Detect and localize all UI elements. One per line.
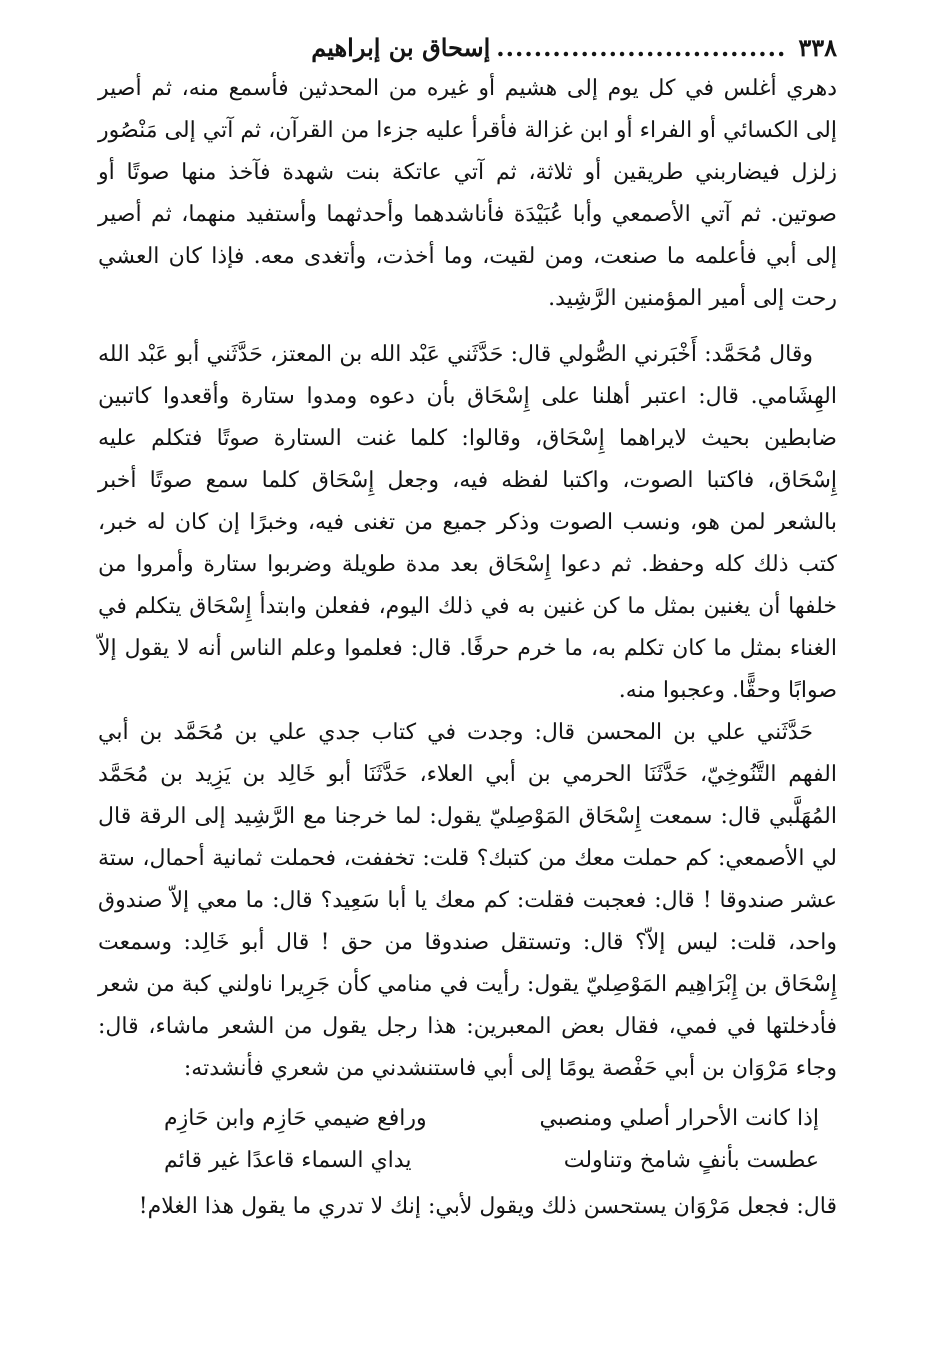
verse-line: [98, 1140, 837, 1182]
paragraph-1: دهري أغلس في كل يوم إلى هشيم أو غيره من المحدثين فأسمع منه، ثم أصير إلى الكسائي أو الفراء أو ابن غزالة فأقرأ عليه جزءا من القرآن، ثم آتي إلى مَنْصُور زلزل فيضاربني طريقين أو ثلاثة، ثم آتي عاتكة بنت شهدة فآخذ منها صوتًا أو صوتين. ثم آتي الأصمعي وأبا عُبَيْدَة فأناشدهما وأحدثهما وأستفيد منهما، ثم أصير إلى أبي فأعلمه ما صنعت، ومن لقيت، وما أخذت، وأتغدى معه. فإذا كان العشي رحت إلى أمير المؤمنين الرَّشِيد.: [98, 76, 837, 311]
verse-first-hemistich: عطست بأنفٍ شامخ وتناولت: [563, 1148, 819, 1173]
closing-paragraph: قال: فجعل مَرْوَان يستحسن ذلك ويقول لأبي: إنك لا تدري ما يقول هذا الغلام!: [138, 1194, 837, 1219]
verse-second-hemistich: يداي السماء قاعدًا غير قائم: [164, 1148, 412, 1173]
verse-first-hemistich: إذا كانت الأحرار أصلي ومنصبي: [539, 1106, 819, 1131]
running-title: إسحاق بن إبراهيم: [311, 33, 491, 62]
paragraph-3: حَدَّثَني علي بن المحسن قال: وجدت في كتاب جدي علي بن مُحَمَّد بن أبي الفهم التَّنُوخِيّ، حَدَّثَنَا الحرمي بن أبي العلاء، حَدَّثَنَا أبو خَالِد بن يَزِيد بن مُحَمَّد المُهَلَّبي قال: سمعت إِسْحَاق المَوْصِليّ يقول: لما خرجنا مع الرَّشِيد إلى الرقة قال لي الأصمعي: كم حملت معك من كتبك؟ قلت: تخففت، فحملت ثمانية أحمال، ستة عشر صندوقا ! قال: فعجبت فقلت: كم معك يا أبا سَعِيد؟ قال: ما معي إلاّ صندوق واحد، قلت: ليس إلاّ؟ قال: وتستقل صندوقا من حق ! قال أبو خَالِد: وسمعت إِسْحَاق بن إِبْرَاهِيم المَوْصِليّ يقول: رأيت في منامي كأن جَرِيرا ناولني كبة من شعر فأدخلتها في فمي، فقال بعض المعبرين: هذا رجل يقول من الشعر ماشاء، قال: وجاء مَرْوَان بن أبي حَفْصة يومًا إلى أبي فاستنشدني من شعري فأنشدته:: [98, 720, 837, 1081]
paragraph-gap: [98, 320, 837, 334]
dotted-leader: ...............................: [496, 33, 787, 62]
page-header: [98, 28, 837, 68]
paragraph-2: وقال مُحَمَّد: أَخْبَرني الصُّولي قال: حَدَّثَني عَبْد الله بن المعتز، حَدَّثَني أبو عَبْد الله الهِشَامي. قال: اعتبر أهلنا على إِسْحَاق بأن دعوه ومدوا ستارة وأقعدوا كاتبين ضابطين بحيث لايراهما إِسْحَاق، وقالوا: كلما غنت الستارة صوتًا فتكلم عليه إِسْحَاق، فاكتبا الصوت، واكتبا لفظه فيه، وجعل إِسْحَاق كلما سمع صوتًا أخبر بالشعر لمن هو، ونسب الصوت وذكر جميع من تغنى فيه، وخبرًا إن كان له خبر، كتب ذلك كله وحفظ. ثم دعوا إِسْحَاق بعد مدة طويلة وضربوا ستارة وأمروا من خلفها أن يغنين بمثل ما كن غنين به في ذلك اليوم، ففعلن وابتدأ إِسْحَاق يتكلم في الغناء بمثل ما كان تكلم به، ما خرم حرفًا. قال: فعلموا وعلم الناس أنه لا يقول إلاّ صوابًا وحقًّا. وعجبوا منه.: [98, 342, 837, 703]
page-number: ٣٣٨: [798, 33, 837, 62]
verse-second-hemistich: ورافع ضيمي حَازِم وابن حَازِم: [164, 1106, 427, 1131]
verse-line: [98, 1098, 837, 1140]
poem-verses: [98, 1098, 837, 1182]
